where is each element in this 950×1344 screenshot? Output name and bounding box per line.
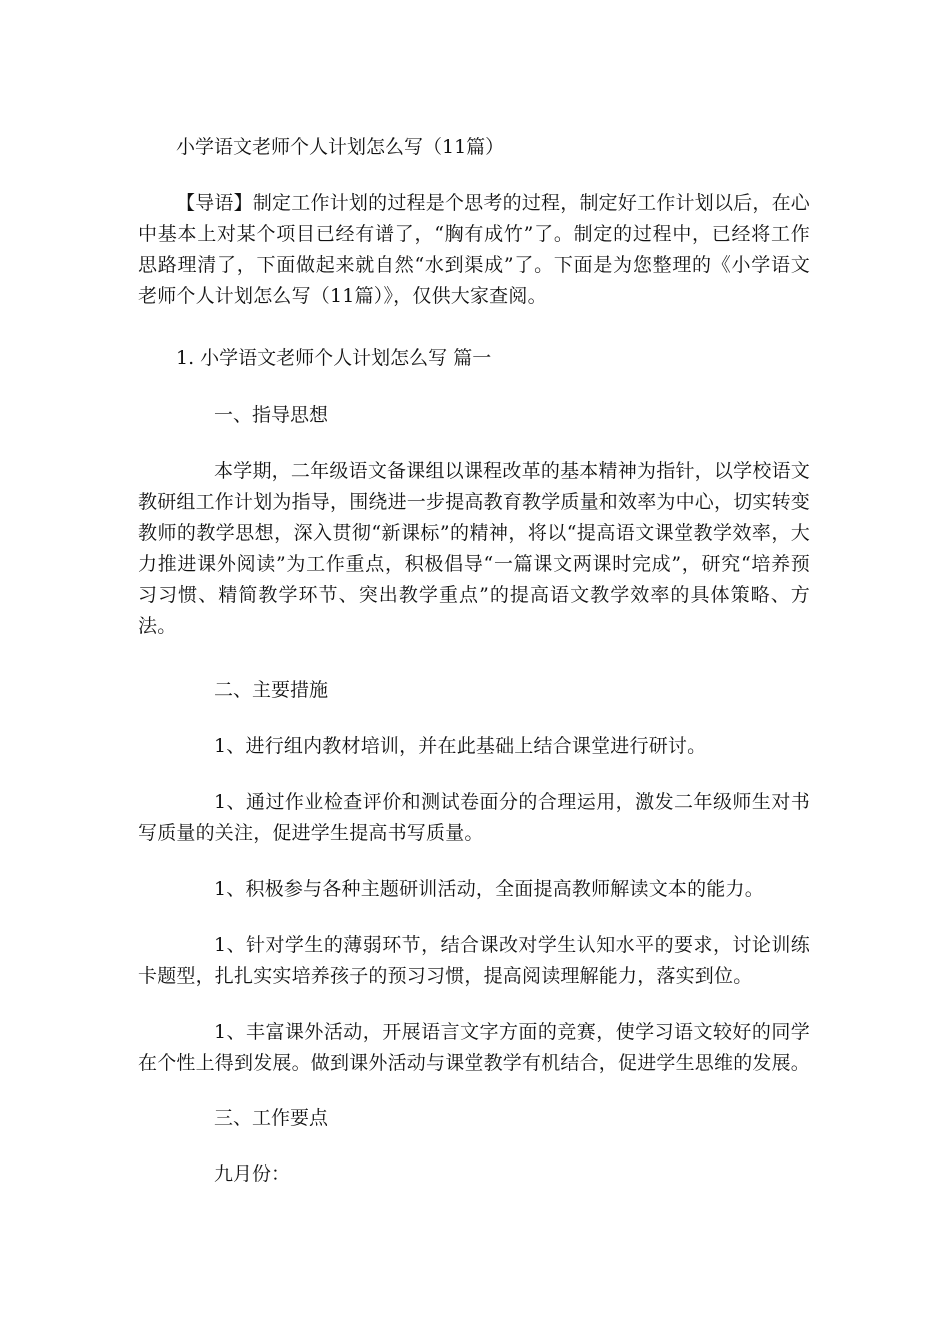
measure-item: 1、通过作业检查评价和测试卷面分的合理运用，激发二年级师生对书写质量的关注，促进学生提高书写质量。	[138, 791, 810, 844]
part-heading-guiding-thought: 一、指导思想	[214, 404, 329, 426]
measure-item: 1、积极参与各种主题研训活动，全面提高教师解读文本的能力。	[214, 878, 764, 900]
measure-item: 1、针对学生的薄弱环节，结合课改对学生认知水平的要求，讨论训练卡题型，扎扎实实培养孩子的预习习惯，提高阅读理解能力，落实到位。	[138, 934, 810, 987]
part-heading-work-points: 三、工作要点	[214, 1107, 329, 1129]
section-heading: 1. 小学语文老师个人计划怎么写 篇一	[176, 347, 492, 369]
intro-paragraph: 【导语】制定工作计划的过程是个思考的过程，制定好工作计划以后，在心中基本上对某个项目已经有谱了，“胸有成竹”了。制定的过程中，已经将工作思路理清了，下面做起来就自然“水到渠成”了。下面是为您整理的《小学语文老师个人计划怎么写（11篇）》，仅供大家查阅。	[138, 192, 810, 307]
document-title: 小学语文老师个人计划怎么写（11篇）	[176, 136, 505, 158]
measure-item: 1、丰富课外活动，开展语言文字方面的竞赛，使学习语文较好的同学在个性上得到发展。做到课外活动与课堂教学有机结合，促进学生思维的发展。	[138, 1021, 811, 1074]
part-heading-main-measures: 二、主要措施	[214, 679, 329, 701]
measure-item: 1、进行组内教材培训，并在此基础上结合课堂进行研讨。	[214, 735, 707, 757]
month-label: 九月份：	[214, 1163, 291, 1185]
guiding-thought-paragraph: 本学期，二年级语文备课组以课程改革的基本精神为指针，以学校语文教研组工作计划为指导，围绕进一步提高教育教学质量和效率为中心，切实转变教师的教学思想，深入贯彻“新课标”的精神，将以“提高语文课堂教学效率，大力推进课外阅读”为工作重点，积极倡导“一篇课文两课时完成”，研究“培养预习习惯、精简教学环节、突出教学重点”的提高语文教学效率的具体策略、方法。	[138, 460, 811, 637]
